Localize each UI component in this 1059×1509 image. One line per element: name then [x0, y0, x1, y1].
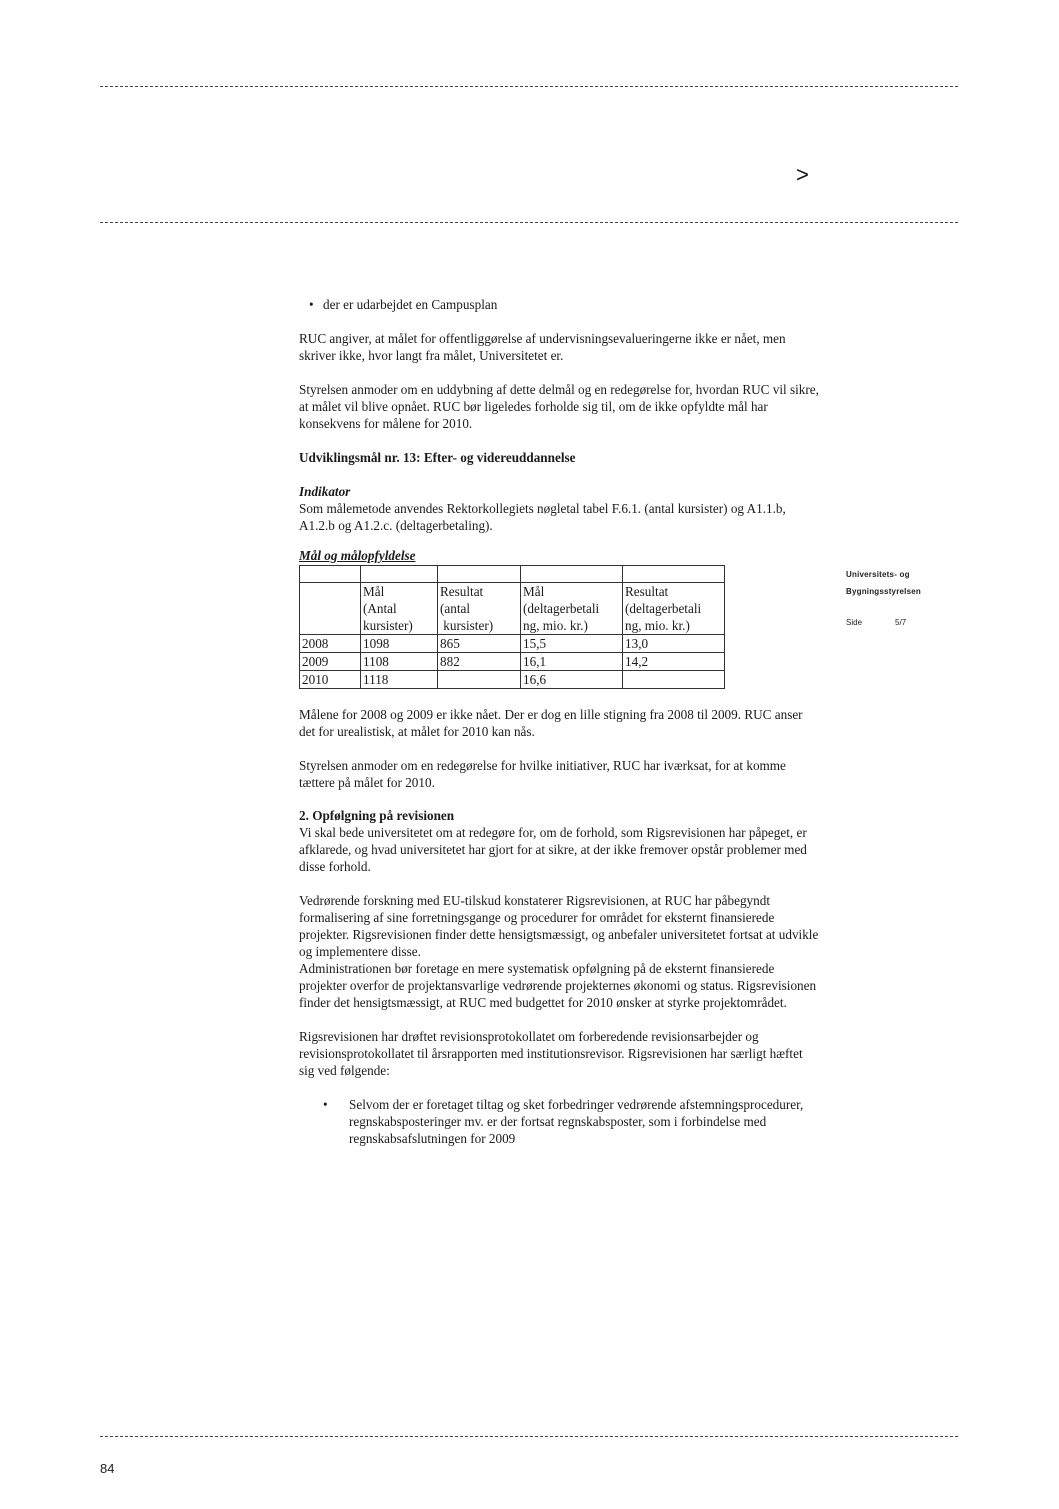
table-cell: 16,6 [521, 671, 623, 689]
table-cell: 15,5 [521, 635, 623, 653]
table-header-cell: Mål (Antal kursister) [361, 583, 438, 635]
table-cell: 1118 [361, 671, 438, 689]
org-name-line1: Universitets- og [846, 570, 910, 579]
table-cell: 2010 [300, 671, 361, 689]
table-header-cell [300, 583, 361, 635]
document-body [299, 296, 819, 1147]
table-cell: 13,0 [623, 635, 725, 653]
table-header-cell: Resultat (deltagerbetali ng, mio. kr.) [623, 583, 725, 635]
org-name-line2: Bygningsstyrelsen [846, 587, 921, 596]
table-row [300, 671, 725, 689]
side-label: Side [846, 618, 863, 627]
table-cell: 2008 [300, 635, 361, 653]
paragraph: Målene for 2008 og 2009 er ikke nået. Der er dog en lille stigning fra 2008 til 2009. RUC anser det for urealistisk, at målet for 2010 kan nås. [299, 707, 803, 739]
paragraph: Som målemetode anvendes Rektorkollegiets nøgletal tabel F.6.1. (antal kursister) og A1.1.b, A1.2.b og A1.2.c. (deltagerbetaling). [299, 501, 786, 533]
table-heading: Mål og målopfyldelse [299, 548, 416, 563]
chevron-right-icon: > [796, 162, 809, 187]
table-row [300, 635, 725, 653]
sidebar-info [846, 566, 921, 631]
table-cell [623, 671, 725, 689]
table-cell: 1108 [361, 653, 438, 671]
list-item [299, 296, 819, 313]
side-value: 5/7 [895, 618, 907, 627]
paragraph: Vedrørende forskning med EU-tilskud konstaterer Rigsrevisionen, at RUC har påbegyndt formalisering af sine forretningsgange og procedurer for området for eksternt finansierede projekter. Rigsrevisionen finder dette hensigtsmæssigt, og anbefaler universitetet fortsat at udvikle og implementere disse. [299, 893, 819, 959]
paragraph: Rigsrevisionen har drøftet revisionsprotokollatet om forberedende revisionsarbejder og revisionsprotokollatet til årsrapporten med institutionsrevisor. Rigsrevisionen har særligt hæftet sig ved følgende: [299, 1029, 803, 1078]
bottom-rule [100, 1436, 958, 1437]
table-cell: 14,2 [623, 653, 725, 671]
page-indicator [846, 614, 921, 631]
bullet-dot-icon: • [309, 297, 314, 312]
section-heading-2: 2. Opfølgning på revisionen [299, 808, 455, 823]
table-header-cell: Resultat (antal kursister) [438, 583, 521, 635]
top-rule-1 [100, 86, 958, 87]
table-cell: 16,1 [521, 653, 623, 671]
table-cell: 882 [438, 653, 521, 671]
table-cell: 865 [438, 635, 521, 653]
top-rule-2 [100, 222, 958, 223]
list-item [323, 1096, 819, 1147]
page-number: 84 [100, 1461, 115, 1476]
table-cell: 2009 [300, 653, 361, 671]
bullet-text: Selvom der er foretaget tiltag og sket forbedringer vedrørende afstemningsprocedurer, regnskabsposteringer mv. er der fortsat regnskabsposter, som i forbindelse med regnskabsafslutningen for 2009 [349, 1097, 804, 1146]
bullet-dot-icon: • [323, 1097, 328, 1112]
table-header-cell: Mål (deltagerbetali ng, mio. kr.) [521, 583, 623, 635]
table-header-row [300, 583, 725, 635]
table-cell: 1098 [361, 635, 438, 653]
paragraph: RUC angiver, at målet for offentliggørelse af undervisningsevalueringerne ikke er nået, men skriver ikke, hvor langt fra målet, Universitetet er. [299, 331, 786, 363]
paragraph: Vi skal bede universitetet om at redegøre for, om de forhold, som Rigsrevisionen har påpeget, er afklarede, og hvad universitetet har gjort for at sikre, at der ikke fremover opstår problemer med disse forhold. [299, 825, 807, 874]
table-cell [438, 671, 521, 689]
subheading-indikator: Indikator [299, 484, 351, 499]
bullet-text: der er udarbejdet en Campusplan [323, 297, 498, 312]
paragraph: Administrationen bør foretage en mere systematisk opfølgning på de eksternt finansierede projekter overfor de projektansvarlige vedrørende projekternes økonomi og status. Rigsrevisionen finder det hensigtsmæssigt, at RUC med budgettet for 2010 ønsker at styrke projektområdet. [299, 961, 817, 1010]
table-row [300, 566, 725, 583]
goals-table [299, 565, 725, 689]
table-row [300, 653, 725, 671]
paragraph: Styrelsen anmoder om en redegørelse for hvilke initiativer, RUC har iværksat, for at komme tættere på målet for 2010. [299, 758, 786, 790]
section-heading: Udviklingsmål nr. 13: Efter- og videreuddannelse [299, 450, 576, 465]
paragraph: Styrelsen anmoder om en uddybning af dette delmål og en redegørelse for, hvordan RUC vil sikre, at målet vil blive opnået. RUC bør ligeledes forholde sig til, om de ikke opfyldte mål har konsekvens for målene for 2010. [299, 382, 819, 431]
